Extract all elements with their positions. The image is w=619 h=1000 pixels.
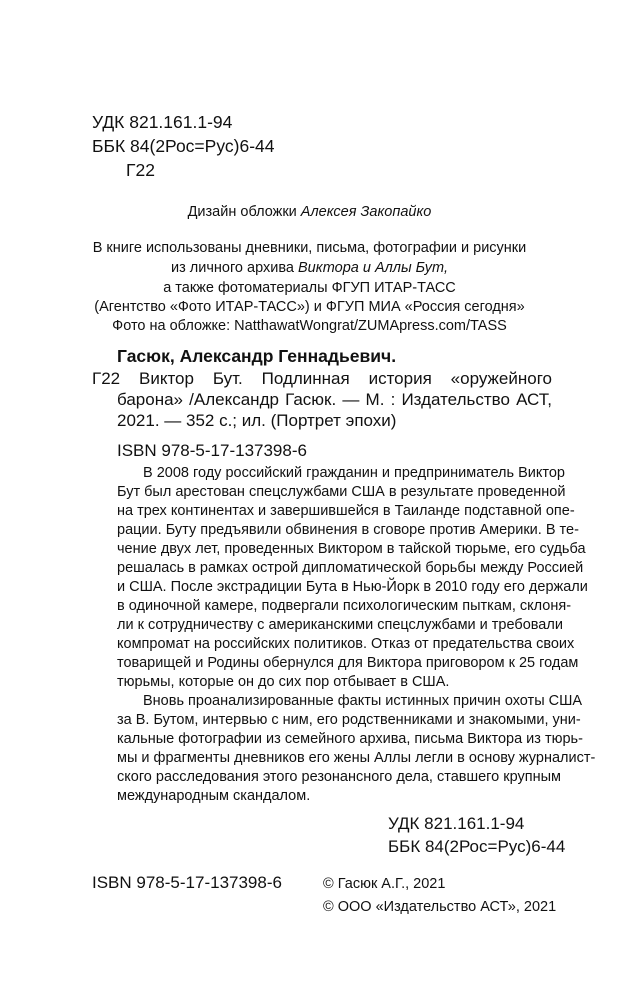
annotation-line: за В. Бутом, интервью с ним, его родственниками и знакомыми, уни- [117,712,581,728]
annotation-line: международным скандалом. [117,788,311,804]
annotation-line: чение двух лет, проведенных Виктором в тайской тюрьме, его судьба [117,541,586,557]
annotation-line: В 2008 году российский гражданин и предприниматель Виктор [143,465,565,481]
catalog-description-line: 2021. — 352 с.; ил. (Портрет эпохи) [117,411,397,430]
copyright-author: © Гасюк А.Г., 2021 [323,876,446,892]
annotation-line: Вновь проанализированные факты истинных причин охоты США [143,693,583,709]
annotation-line: в одиночной камере, подвергали психологическим пыткам, склоня- [117,598,572,614]
annotation-line: ского расследования этого резонансного дела, ставшего крупным [117,769,561,785]
credits-line-5: Фото на обложке: NatthawatWongrat/ZUMApress.com/TASS [112,318,507,334]
credits-line-3: а также фотоматериалы ФГУП ИТАР-ТАСС [163,280,456,296]
annotation-line: компромат на российских политиков. Отказ от предательства своих [117,636,575,652]
annotation-line: на трех континентах и завершившейся в Таиланде подставной опе- [117,503,575,519]
annotation-line: кальные фотографии из семейного архива, письма Виктора из тюрь- [117,731,583,747]
copyright-block [323,873,556,919]
annotation-line: ли к сотрудничеству с американскими спецслужбами и требовали [117,617,563,633]
udk-code-bottom: УДК 821.161.1-94 [388,814,525,833]
annotation-line: Бут был арестован спецслужбами США в результате проведенной [117,484,566,500]
annotation-line: мы и фрагменты дневников его жены Аллы легли в основу журналист- [117,750,596,766]
annotation-line: рации. Буту предъявили обвинения в сговоре против Америки. В те- [117,522,579,538]
footer-isbn: ISBN 978-5-17-137398-6 [92,873,282,892]
credits-line-4: (Агентство «Фото ИТАР-ТАСС») и ФГУП МИА «Россия сегодня» [94,299,525,315]
credits-line-2-prefix: из личного архива [171,260,298,276]
author-mark: Г22 [126,160,155,180]
copyright-publisher: © ООО «Издательство АСТ», 2021 [323,899,557,915]
annotation-line: тюрьмы, которые он до сих пор отбывает в США. [117,674,450,690]
catalog-description-line: Г22 Виктор Бут. Подлинная история «оружейного [92,369,552,388]
classification-block-bottom [388,812,565,858]
cover-design-prefix: Дизайн обложки [187,204,301,220]
cover-design-credit [0,204,619,220]
archive-owners: Виктора и Аллы Бут, [297,260,448,276]
bbk-code-bottom: ББК 84(2Рос=Рус)6-44 [388,837,566,856]
annotation-line: товарищей и Родины обернулся для Виктора приговором к 25 годам [117,655,579,671]
annotation-line: и США. После экстрадиции Бута в Нью-Йорк в 2010 году его держали [117,579,588,595]
bbk-code: ББК 84(2Рос=Рус)6-44 [92,136,275,156]
catalog-author: Гасюк, Александр Геннадьевич. [117,346,397,366]
cover-designer-name: Алексея Закопайко [300,204,432,220]
udk-code: УДК 821.161.1-94 [92,112,233,132]
classification-block-top [92,110,275,182]
catalog-description-line: барона» /Александр Гасюк. — М. : Издательство АСТ, [117,390,552,409]
credits-line-2 [0,260,619,276]
credits-line-1: В книге использованы дневники, письма, фотографии и рисунки [92,240,527,256]
annotation-line: решалась в рамках острой дипломатической борьбы между Россией [117,560,584,576]
catalog-isbn: ISBN 978-5-17-137398-6 [117,441,307,460]
